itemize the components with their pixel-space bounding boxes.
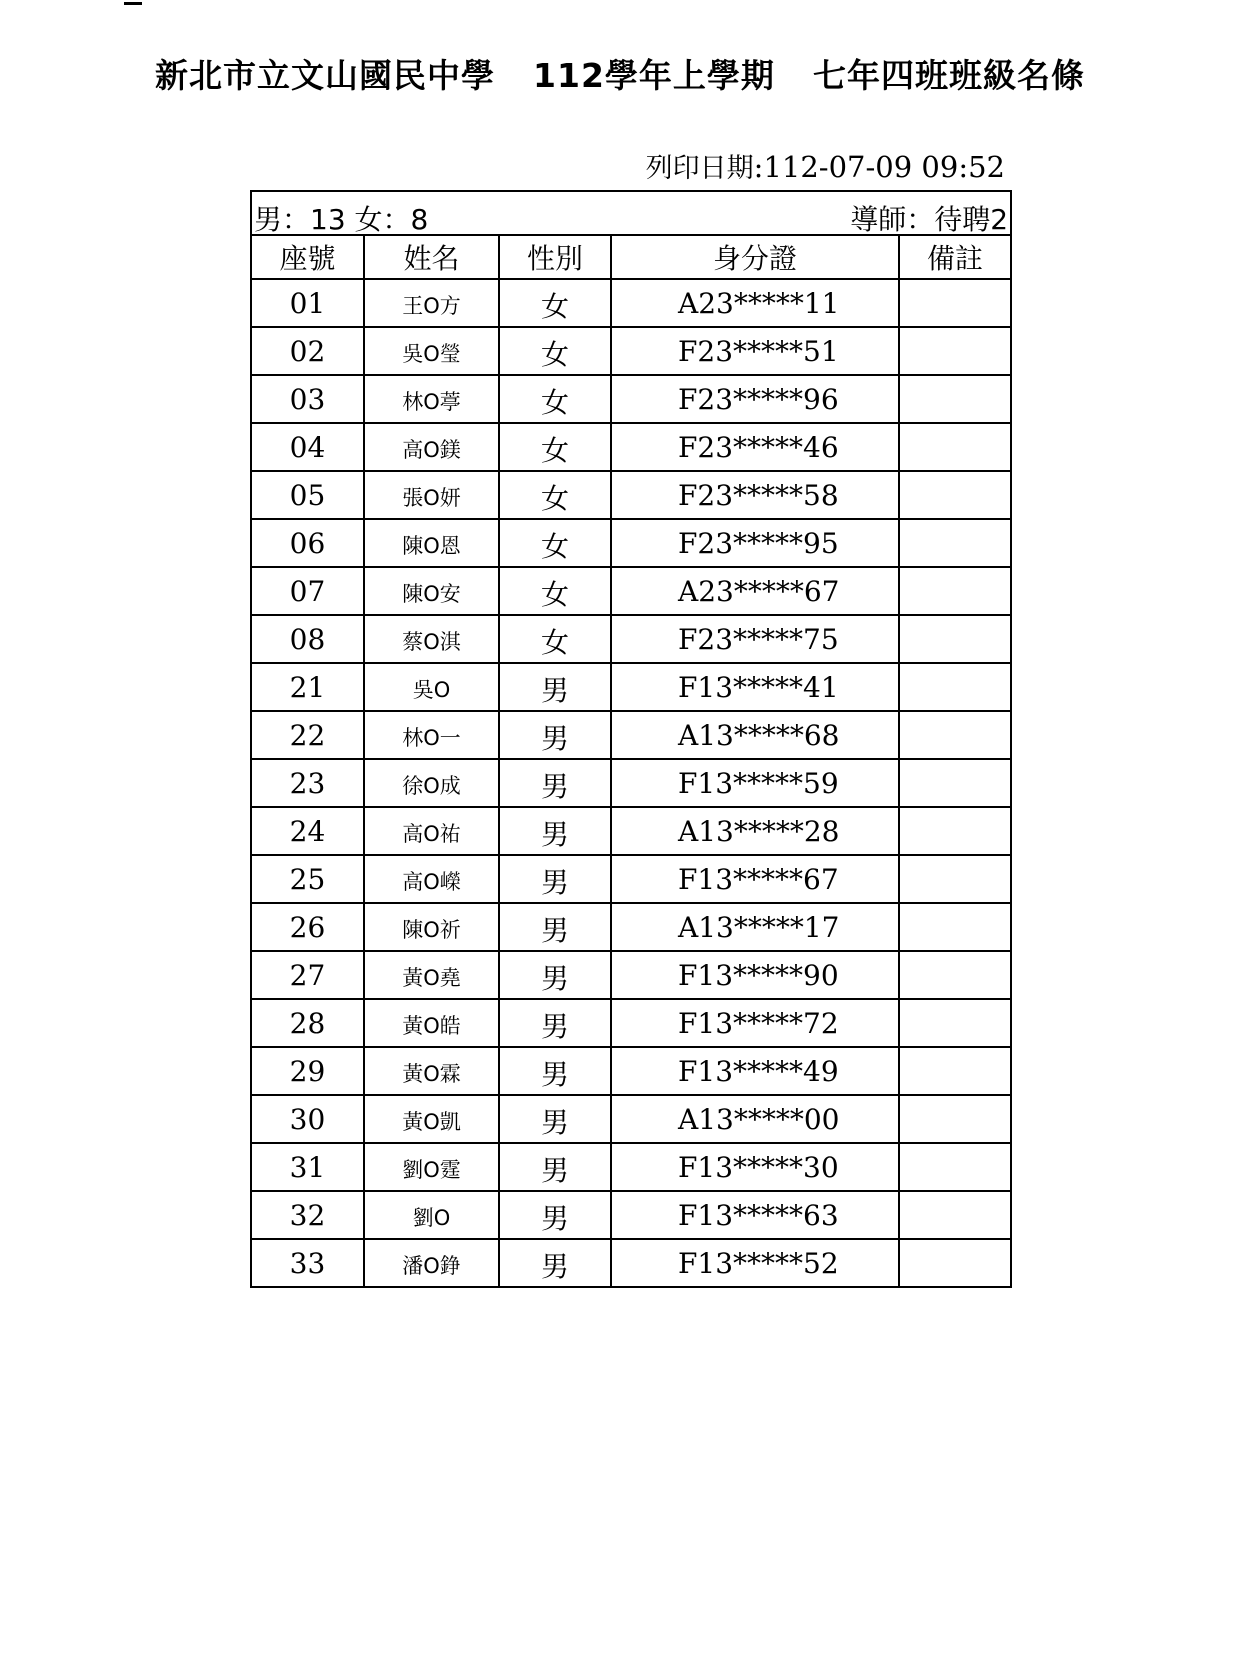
id-cell: F13*****63	[611, 1191, 899, 1239]
table-row	[251, 423, 1011, 471]
note-cell	[899, 327, 1011, 375]
note-cell	[899, 615, 1011, 663]
page-title	[0, 50, 1240, 97]
note-cell	[899, 423, 1011, 471]
seat-cell: 28	[251, 999, 364, 1047]
id-cell: A23*****11	[611, 279, 899, 327]
id-cell: F13*****41	[611, 663, 899, 711]
gender-cell: 女	[499, 567, 611, 615]
gender-cell: 男	[499, 1239, 611, 1287]
note-cell	[899, 375, 1011, 423]
note-cell	[899, 903, 1011, 951]
seat-cell: 26	[251, 903, 364, 951]
gender-cell: 男	[499, 807, 611, 855]
seat-cell: 29	[251, 1047, 364, 1095]
gender-cell: 男	[499, 903, 611, 951]
corner-mark	[124, 0, 142, 5]
name-cell: 潘O錚	[364, 1239, 499, 1287]
note-cell	[899, 1191, 1011, 1239]
id-cell: F13*****30	[611, 1143, 899, 1191]
table-row	[251, 1239, 1011, 1287]
note-cell	[899, 519, 1011, 567]
id-cell: F13*****59	[611, 759, 899, 807]
name-cell: 吳O	[364, 663, 499, 711]
column-header-name: 姓名	[364, 235, 499, 279]
seat-cell: 33	[251, 1239, 364, 1287]
id-cell: F23*****96	[611, 375, 899, 423]
seat-cell: 03	[251, 375, 364, 423]
seat-cell: 02	[251, 327, 364, 375]
seat-cell: 30	[251, 1095, 364, 1143]
name-cell: 黃O皓	[364, 999, 499, 1047]
seat-cell: 31	[251, 1143, 364, 1191]
name-cell: 劉O	[364, 1191, 499, 1239]
title-school: 新北市立文山國民中學	[155, 56, 496, 95]
name-cell: 黃O霖	[364, 1047, 499, 1095]
note-cell	[899, 999, 1011, 1047]
seat-cell: 07	[251, 567, 364, 615]
name-cell: 王O方	[364, 279, 499, 327]
seat-cell: 04	[251, 423, 364, 471]
note-cell	[899, 1239, 1011, 1287]
gender-cell: 男	[499, 855, 611, 903]
table-row	[251, 903, 1011, 951]
note-cell	[899, 663, 1011, 711]
id-cell: A13*****17	[611, 903, 899, 951]
name-cell: 徐O成	[364, 759, 499, 807]
id-cell: F23*****51	[611, 327, 899, 375]
summary-row	[251, 191, 1011, 235]
title-term: 112學年上學期	[533, 56, 775, 95]
header-row	[251, 235, 1011, 279]
id-cell: F13*****52	[611, 1239, 899, 1287]
note-cell	[899, 471, 1011, 519]
table-row	[251, 615, 1011, 663]
note-cell	[899, 759, 1011, 807]
name-cell: 吳O瑩	[364, 327, 499, 375]
table-row	[251, 279, 1011, 327]
name-cell: 陳O安	[364, 567, 499, 615]
column-header-gender: 性別	[499, 235, 611, 279]
gender-cell: 女	[499, 327, 611, 375]
gender-cell: 女	[499, 519, 611, 567]
name-cell: 高O祐	[364, 807, 499, 855]
note-cell	[899, 1047, 1011, 1095]
note-cell	[899, 1143, 1011, 1191]
note-cell	[899, 279, 1011, 327]
id-cell: F13*****72	[611, 999, 899, 1047]
gender-cell: 男	[499, 663, 611, 711]
id-cell: F13*****67	[611, 855, 899, 903]
gender-cell: 男	[499, 951, 611, 999]
name-cell: 黃O堯	[364, 951, 499, 999]
gender-cell: 男	[499, 1143, 611, 1191]
note-cell	[899, 567, 1011, 615]
seat-cell: 21	[251, 663, 364, 711]
gender-cell: 女	[499, 375, 611, 423]
print-date	[500, 146, 1005, 185]
seat-cell: 25	[251, 855, 364, 903]
summary-cell	[251, 191, 1011, 235]
table-row	[251, 759, 1011, 807]
seat-cell: 05	[251, 471, 364, 519]
table-row	[251, 1047, 1011, 1095]
note-cell	[899, 711, 1011, 759]
gender-cell: 男	[499, 999, 611, 1047]
column-header-id: 身分證	[611, 235, 899, 279]
table-row	[251, 327, 1011, 375]
gender-cell: 男	[499, 759, 611, 807]
seat-cell: 08	[251, 615, 364, 663]
seat-cell: 32	[251, 1191, 364, 1239]
id-cell: F23*****58	[611, 471, 899, 519]
seat-cell: 24	[251, 807, 364, 855]
name-cell: 陳O祈	[364, 903, 499, 951]
table-row	[251, 471, 1011, 519]
note-cell	[899, 1095, 1011, 1143]
table-row	[251, 1143, 1011, 1191]
table-row	[251, 663, 1011, 711]
table-row	[251, 951, 1011, 999]
table-row	[251, 375, 1011, 423]
table-row	[251, 855, 1011, 903]
note-cell	[899, 855, 1011, 903]
gender-cell: 女	[499, 471, 611, 519]
seat-cell: 22	[251, 711, 364, 759]
roster-table	[250, 190, 1012, 1288]
gender-cell: 女	[499, 615, 611, 663]
table-row	[251, 711, 1011, 759]
roster-body	[251, 279, 1011, 1287]
note-cell	[899, 807, 1011, 855]
column-header-seat: 座號	[251, 235, 364, 279]
gender-cell: 女	[499, 423, 611, 471]
gender-cell: 男	[499, 1095, 611, 1143]
id-cell: F23*****75	[611, 615, 899, 663]
id-cell: F13*****90	[611, 951, 899, 999]
table-row	[251, 807, 1011, 855]
seat-cell: 27	[251, 951, 364, 999]
note-cell	[899, 951, 1011, 999]
name-cell: 高O鎂	[364, 423, 499, 471]
seat-cell: 06	[251, 519, 364, 567]
name-cell: 張O妍	[364, 471, 499, 519]
table-row	[251, 567, 1011, 615]
seat-cell: 01	[251, 279, 364, 327]
table-row	[251, 999, 1011, 1047]
gender-cell: 男	[499, 1191, 611, 1239]
id-cell: F23*****46	[611, 423, 899, 471]
id-cell: A23*****67	[611, 567, 899, 615]
table-row	[251, 1095, 1011, 1143]
gender-cell: 男	[499, 711, 611, 759]
id-cell: A13*****28	[611, 807, 899, 855]
print-date-value: :112-07-09 09:52	[753, 150, 1005, 184]
name-cell: 黃O凱	[364, 1095, 499, 1143]
name-cell: 劉O霆	[364, 1143, 499, 1191]
gender-cell: 女	[499, 279, 611, 327]
print-date-label: 列印日期	[645, 153, 754, 184]
name-cell: 林O一	[364, 711, 499, 759]
column-header-note: 備註	[899, 235, 1011, 279]
name-cell: 蔡O淇	[364, 615, 499, 663]
gender-cell: 男	[499, 1047, 611, 1095]
id-cell: A13*****68	[611, 711, 899, 759]
id-cell: A13*****00	[611, 1095, 899, 1143]
name-cell: 高O嶸	[364, 855, 499, 903]
name-cell: 林O葶	[364, 375, 499, 423]
table-row	[251, 1191, 1011, 1239]
name-cell: 陳O恩	[364, 519, 499, 567]
seat-cell: 23	[251, 759, 364, 807]
id-cell: F13*****49	[611, 1047, 899, 1095]
gender-counts: 男：13 女：8	[254, 203, 429, 235]
id-cell: F23*****95	[611, 519, 899, 567]
homeroom-teacher: 導師：待聘2	[850, 203, 1009, 235]
title-class-list: 七年四班班級名條	[812, 56, 1085, 95]
table-row	[251, 519, 1011, 567]
